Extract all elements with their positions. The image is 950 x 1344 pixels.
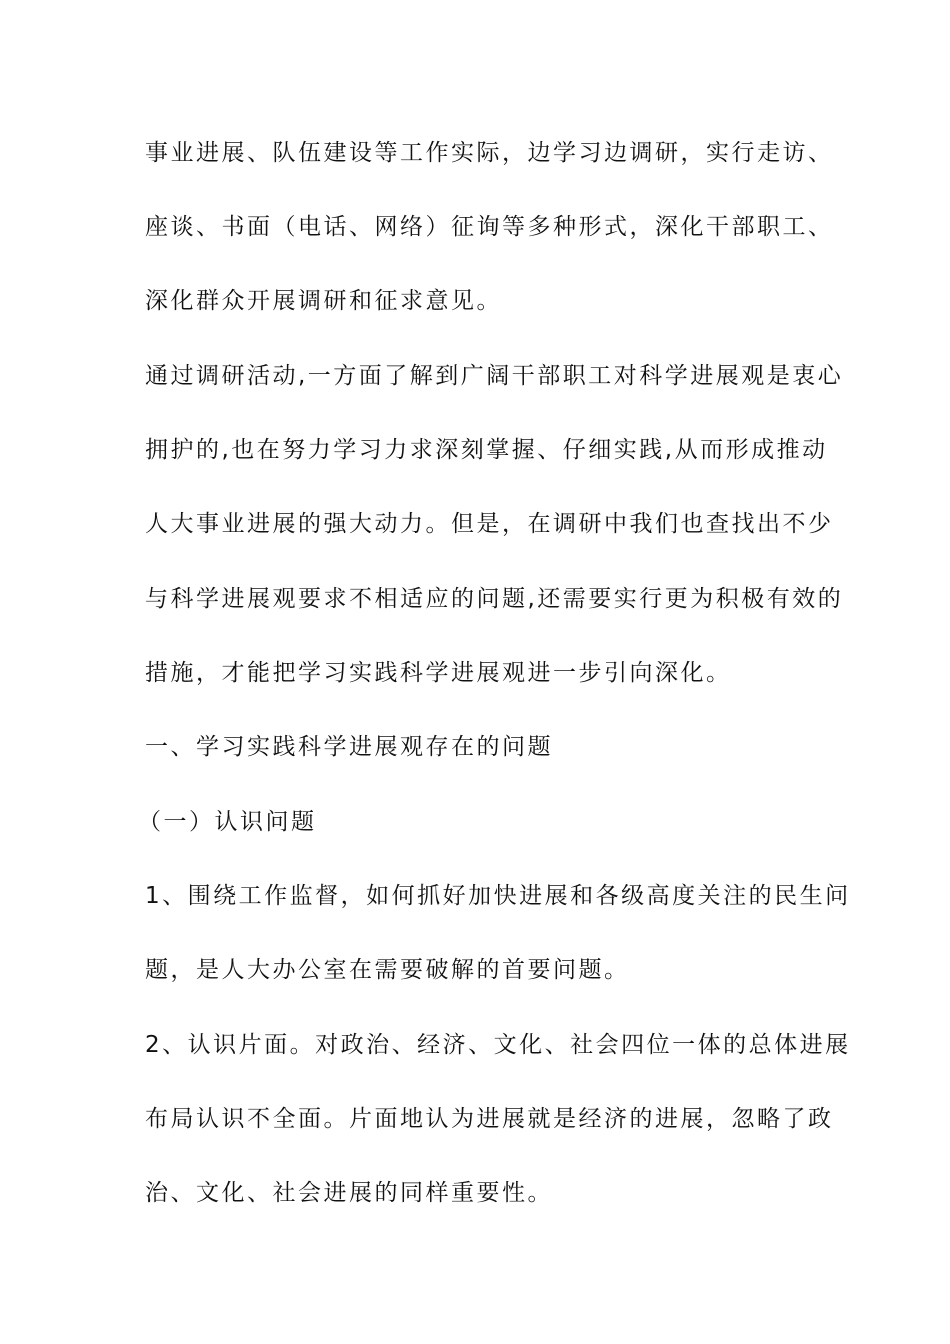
text-line: 布局认识不全面。片面地认为进展就是经济的进展，忽略了政 (145, 1106, 834, 1132)
text-line: 措施，才能把学习实践科学进展观进一步引向深化。 (145, 660, 732, 686)
text-line: 2、认识片面。对政治、经济、文化、社会四位一体的总体进展 (145, 1032, 851, 1058)
text-line: 拥护的,也在努力学习力求深刻掌握、仔细实践,从而形成推动 (145, 437, 828, 463)
section-heading: 一、学习实践科学进展观存在的问题 (145, 734, 553, 760)
text-line: 通过调研活动,一方面了解到广阔干部职工对科学进展观是衷心 (145, 363, 844, 389)
text-line: 人大事业进展的强大动力。但是，在调研中我们也查找出不少 (145, 511, 834, 537)
text-line: 深化群众开展调研和征求意见。 (145, 288, 502, 314)
text-line: 1、围绕工作监督，如何抓好加快进展和各级高度关注的民生问 (145, 883, 851, 909)
text-line: 与科学进展观要求不相适应的问题,还需要实行更为积极有效的 (145, 586, 844, 612)
text-line: 治、文化、社会进展的同样重要性。 (145, 1180, 553, 1206)
text-line: 座谈、书面（电话、网络）征询等多种形式，深化干部职工、 (145, 214, 834, 240)
subsection-heading: （一）认识问题 (138, 809, 317, 835)
text-line: 题，是人大办公室在需要破解的首要问题。 (145, 957, 630, 983)
text-line: 事业进展、队伍建设等工作实际，边学习边调研，实行走访、 (145, 140, 834, 166)
